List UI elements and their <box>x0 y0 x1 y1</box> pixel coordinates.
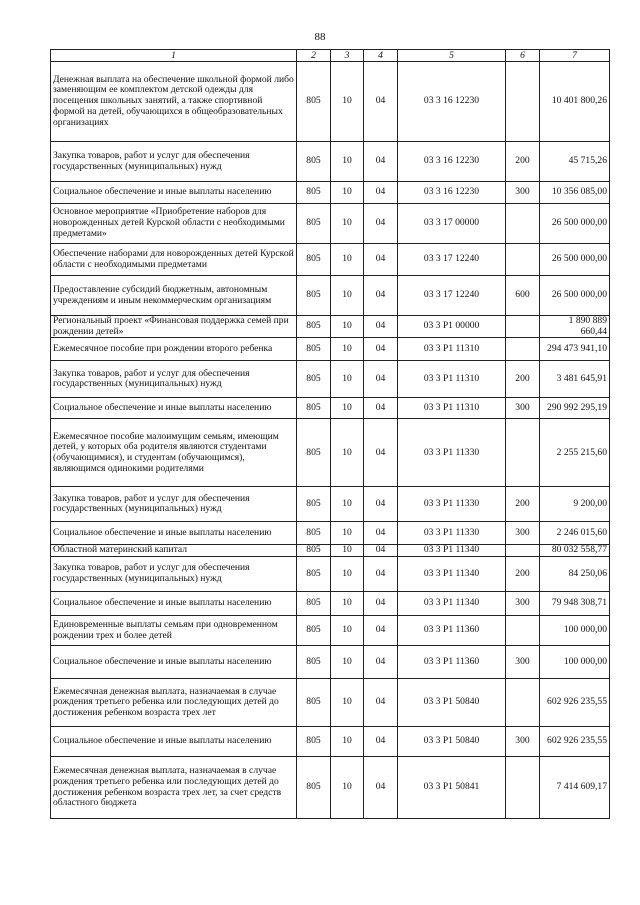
row-pr: 04 <box>364 679 398 727</box>
row-rz: 10 <box>331 182 364 204</box>
row-sum: 9 200,00 <box>540 487 610 522</box>
row-name: Единовременные выплаты семьям при одновременном рождении трех и более детей <box>51 616 297 646</box>
row-rz: 10 <box>331 361 364 398</box>
row-sum: 602 926 235,55 <box>540 679 610 727</box>
row-pr: 04 <box>364 182 398 204</box>
row-rz: 10 <box>331 679 364 727</box>
table-row <box>51 487 610 522</box>
row-vr <box>506 62 540 142</box>
row-sum: 2 255 215,60 <box>540 419 610 487</box>
row-sum: 84 250,06 <box>540 557 610 592</box>
row-name: Закупка товаров, работ и услуг для обеспечения государственных (муниципальных) нужд <box>51 557 297 592</box>
row-vr: 300 <box>506 398 540 419</box>
row-grbs: 805 <box>297 522 331 545</box>
row-rz: 10 <box>331 398 364 419</box>
row-pr: 04 <box>364 316 398 338</box>
header-col-4: 4 <box>364 50 398 62</box>
row-vr: 200 <box>506 557 540 592</box>
row-sum: 10 401 800,26 <box>540 62 610 142</box>
row-rz: 10 <box>331 316 364 338</box>
table-body <box>51 62 610 819</box>
row-rz: 10 <box>331 62 364 142</box>
row-grbs: 805 <box>297 398 331 419</box>
row-pr: 04 <box>364 204 398 244</box>
row-grbs: 805 <box>297 62 331 142</box>
row-vr <box>506 244 540 276</box>
table-row <box>51 545 610 557</box>
row-csr: 03 3 P1 11360 <box>398 646 506 679</box>
row-sum: 80 032 558,77 <box>540 545 610 557</box>
row-csr: 03 3 P1 11340 <box>398 545 506 557</box>
row-vr <box>506 616 540 646</box>
row-rz: 10 <box>331 757 364 819</box>
row-grbs: 805 <box>297 679 331 727</box>
row-vr <box>506 419 540 487</box>
table-row <box>51 679 610 727</box>
row-pr: 04 <box>364 62 398 142</box>
row-vr <box>506 757 540 819</box>
row-csr: 03 3 P1 50841 <box>398 757 506 819</box>
row-rz: 10 <box>331 646 364 679</box>
row-csr: 03 3 16 12230 <box>398 62 506 142</box>
row-pr: 04 <box>364 419 398 487</box>
row-name: Социальное обеспечение и иные выплаты населению <box>51 592 297 616</box>
row-sum: 26 500 000,00 <box>540 244 610 276</box>
row-vr <box>506 204 540 244</box>
row-name: Ежемесячное пособие при рождении второго ребенка <box>51 338 297 361</box>
header-col-7: 7 <box>540 50 610 62</box>
row-csr: 03 3 16 12230 <box>398 182 506 204</box>
header-row <box>51 50 610 62</box>
row-rz: 10 <box>331 557 364 592</box>
row-pr: 04 <box>364 727 398 757</box>
row-vr <box>506 545 540 557</box>
row-rz: 10 <box>331 616 364 646</box>
header-col-3: 3 <box>331 50 364 62</box>
row-rz: 10 <box>331 727 364 757</box>
row-name: Денежная выплата на обеспечение школьной формой либо заменяющим ее комплектом детской одежды для посещения школьных занятий, а также спортивной формой на детей, обучающихся в общеобразовательных организациях <box>51 62 297 142</box>
row-vr <box>506 316 540 338</box>
row-vr <box>506 679 540 727</box>
table-row <box>51 757 610 819</box>
row-rz: 10 <box>331 487 364 522</box>
row-name: Социальное обеспечение и иные выплаты населению <box>51 727 297 757</box>
header-col-1: 1 <box>51 50 297 62</box>
row-pr: 04 <box>364 522 398 545</box>
row-pr: 04 <box>364 616 398 646</box>
table-row <box>51 727 610 757</box>
row-name: Ежемесячная денежная выплата, назначаемая в случае рождения третьего ребенка или последующих детей до достижения ребенком возраста трех лет <box>51 679 297 727</box>
row-pr: 04 <box>364 276 398 316</box>
row-grbs: 805 <box>297 361 331 398</box>
row-name: Социальное обеспечение и иные выплаты населению <box>51 522 297 545</box>
row-csr: 03 3 P1 11330 <box>398 419 506 487</box>
row-grbs: 805 <box>297 616 331 646</box>
page-number: 88 <box>314 31 326 43</box>
row-name: Региональный проект «Финансовая поддержка семей при рождении детей» <box>51 316 297 338</box>
budget-table <box>50 49 610 819</box>
row-grbs: 805 <box>297 204 331 244</box>
row-name: Социальное обеспечение и иные выплаты населению <box>51 182 297 204</box>
row-name: Социальное обеспечение и иные выплаты населению <box>51 646 297 679</box>
row-grbs: 805 <box>297 545 331 557</box>
row-rz: 10 <box>331 338 364 361</box>
row-rz: 10 <box>331 545 364 557</box>
row-rz: 10 <box>331 244 364 276</box>
row-name: Предоставление субсидий бюджетным, автономным учреждениям и иным некоммерческим организациям <box>51 276 297 316</box>
row-csr: 03 3 P1 11330 <box>398 487 506 522</box>
row-rz: 10 <box>331 204 364 244</box>
row-grbs: 805 <box>297 592 331 616</box>
row-sum: 45 715,26 <box>540 142 610 182</box>
row-grbs: 805 <box>297 142 331 182</box>
row-csr: 03 3 P1 11330 <box>398 522 506 545</box>
row-grbs: 805 <box>297 646 331 679</box>
row-csr: 03 3 P1 00000 <box>398 316 506 338</box>
row-sum: 26 500 000,00 <box>540 204 610 244</box>
row-pr: 04 <box>364 142 398 182</box>
row-name: Областной материнский капитал <box>51 545 297 557</box>
row-csr: 03 3 16 12230 <box>398 142 506 182</box>
row-rz: 10 <box>331 276 364 316</box>
row-csr: 03 3 17 12240 <box>398 276 506 316</box>
row-grbs: 805 <box>297 757 331 819</box>
table-row <box>51 142 610 182</box>
row-vr: 200 <box>506 142 540 182</box>
table-row <box>51 646 610 679</box>
row-pr: 04 <box>364 646 398 679</box>
row-csr: 03 3 P1 11310 <box>398 338 506 361</box>
table-row <box>51 557 610 592</box>
table-row <box>51 244 610 276</box>
row-rz: 10 <box>331 419 364 487</box>
header-col-6: 6 <box>506 50 540 62</box>
row-pr: 04 <box>364 398 398 419</box>
row-csr: 03 3 P1 11310 <box>398 398 506 419</box>
row-sum: 10 356 085,00 <box>540 182 610 204</box>
row-name: Закупка товаров, работ и услуг для обеспечения государственных (муниципальных) нужд <box>51 487 297 522</box>
row-sum: 100 000,00 <box>540 616 610 646</box>
row-pr: 04 <box>364 757 398 819</box>
header-col-5: 5 <box>398 50 506 62</box>
row-sum: 290 992 295,19 <box>540 398 610 419</box>
row-grbs: 805 <box>297 557 331 592</box>
row-grbs: 805 <box>297 487 331 522</box>
row-grbs: 805 <box>297 338 331 361</box>
row-pr: 04 <box>364 361 398 398</box>
table-row <box>51 592 610 616</box>
row-vr: 300 <box>506 727 540 757</box>
row-sum: 3 481 645,91 <box>540 361 610 398</box>
row-csr: 03 3 P1 11360 <box>398 616 506 646</box>
row-sum: 294 473 941,10 <box>540 338 610 361</box>
row-sum: 602 926 235,55 <box>540 727 610 757</box>
row-vr: 300 <box>506 646 540 679</box>
row-vr: 200 <box>506 361 540 398</box>
row-vr: 300 <box>506 592 540 616</box>
row-grbs: 805 <box>297 316 331 338</box>
row-rz: 10 <box>331 592 364 616</box>
row-pr: 04 <box>364 557 398 592</box>
table-header <box>51 50 610 62</box>
row-name: Ежемесячное пособие малоимущим семьям, имеющим детей, у которых оба родителя являются студентами (обучающимися), и студентам (обучающимся), являющимся одинокими родителями <box>51 419 297 487</box>
table-row <box>51 522 610 545</box>
row-name: Социальное обеспечение и иные выплаты населению <box>51 398 297 419</box>
row-csr: 03 3 P1 50840 <box>398 679 506 727</box>
row-vr: 200 <box>506 487 540 522</box>
row-grbs: 805 <box>297 244 331 276</box>
row-rz: 10 <box>331 522 364 545</box>
row-name: Закупка товаров, работ и услуг для обеспечения государственных (муниципальных) нужд <box>51 361 297 398</box>
row-vr <box>506 338 540 361</box>
row-csr: 03 3 17 12240 <box>398 244 506 276</box>
row-csr: 03 3 P1 11340 <box>398 557 506 592</box>
table-row <box>51 419 610 487</box>
table-row <box>51 398 610 419</box>
row-sum: 79 948 308,71 <box>540 592 610 616</box>
row-sum: 7 414 609,17 <box>540 757 610 819</box>
row-rz: 10 <box>331 142 364 182</box>
row-pr: 04 <box>364 487 398 522</box>
table-row <box>51 316 610 338</box>
row-grbs: 805 <box>297 276 331 316</box>
row-pr: 04 <box>364 338 398 361</box>
table-row <box>51 182 610 204</box>
row-name: Основное мероприятие «Приобретение наборов для новорожденных детей Курской области с необходимыми предметами» <box>51 204 297 244</box>
row-pr: 04 <box>364 592 398 616</box>
row-sum: 100 000,00 <box>540 646 610 679</box>
row-sum: 2 246 015,60 <box>540 522 610 545</box>
row-grbs: 805 <box>297 419 331 487</box>
table-row <box>51 616 610 646</box>
table-row <box>51 62 610 142</box>
row-pr: 04 <box>364 244 398 276</box>
row-pr: 04 <box>364 545 398 557</box>
table-row <box>51 361 610 398</box>
row-csr: 03 3 17 00000 <box>398 204 506 244</box>
row-grbs: 805 <box>297 182 331 204</box>
table-row <box>51 276 610 316</box>
row-csr: 03 3 P1 11310 <box>398 361 506 398</box>
table-row <box>51 204 610 244</box>
row-sum: 1 890 889 660,44 <box>540 316 610 338</box>
row-vr: 300 <box>506 522 540 545</box>
row-name: Ежемесячная денежная выплата, назначаемая в случае рождения третьего ребенка или последующих детей до достижения ребенком возраста трех лет, за счет средств областного бюджета <box>51 757 297 819</box>
row-sum: 26 500 000,00 <box>540 276 610 316</box>
row-name: Обеспечение наборами для новорожденных детей Курской области с необходимыми предметами <box>51 244 297 276</box>
row-csr: 03 3 P1 50840 <box>398 727 506 757</box>
row-csr: 03 3 P1 11340 <box>398 592 506 616</box>
table-row <box>51 338 610 361</box>
row-grbs: 805 <box>297 727 331 757</box>
header-col-2: 2 <box>297 50 331 62</box>
row-vr: 300 <box>506 182 540 204</box>
row-name: Закупка товаров, работ и услуг для обеспечения государственных (муниципальных) нужд <box>51 142 297 182</box>
row-vr: 600 <box>506 276 540 316</box>
